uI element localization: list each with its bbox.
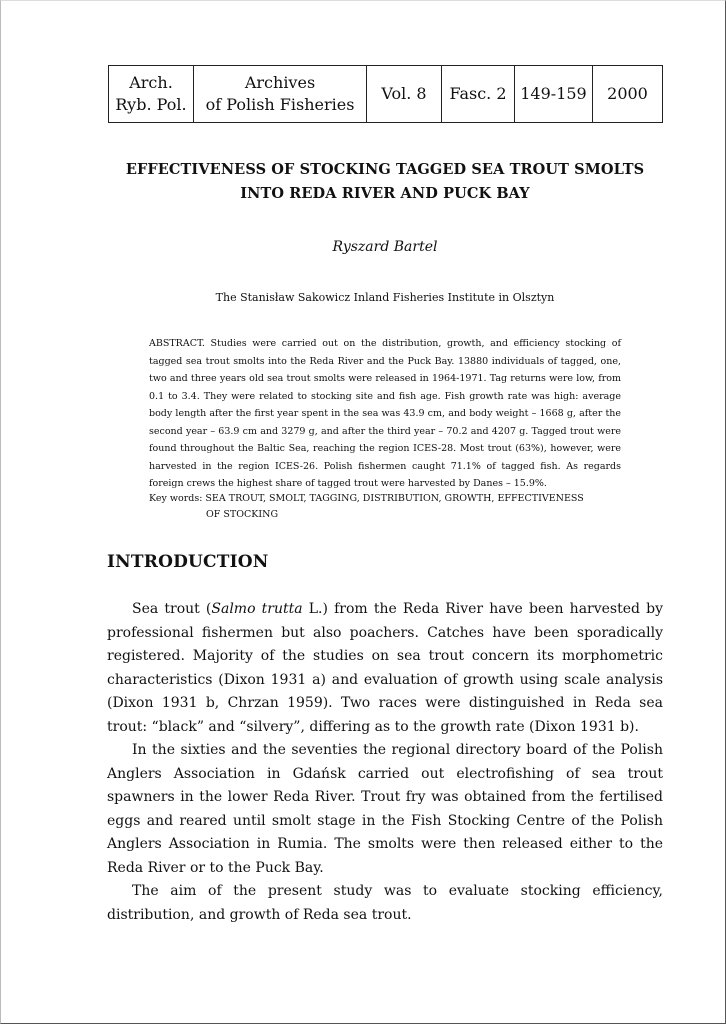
pages-cell: 149-159 bbox=[515, 66, 593, 123]
journal-abbreviation-line2: Ryb. Pol. bbox=[115, 95, 187, 114]
paper-title-line2: INTO REDA RIVER AND PUCK BAY bbox=[240, 185, 530, 202]
journal-abbreviation-line1: Arch. bbox=[129, 73, 173, 92]
keywords-line2: OF STOCKING bbox=[206, 508, 279, 520]
journal-name-line1: Archives bbox=[244, 73, 316, 92]
introduction-body bbox=[107, 598, 663, 927]
author-affiliation: The Stanisław Sakowicz Inland Fisheries Institute in Olsztyn bbox=[215, 291, 555, 304]
keywords bbox=[149, 491, 621, 522]
journal-header-table bbox=[108, 65, 663, 123]
paper-title-line1: EFFECTIVENESS OF STOCKING TAGGED SEA TROUT SMOLTS bbox=[125, 161, 645, 178]
introduction-paragraph-2: In the sixties and the seventies the regional directory board of the Polish Anglers Association in Gdańsk carried out electrofishing of sea trout spawners in the lower Reda River. Trout fry was obtained from the fertilised eggs and reared until smolt stage in the Fish Stocking Centre of the Polish Anglers Association in Rumia. The smolts were then released either to the Reda River or to the Puck Bay. bbox=[107, 742, 663, 876]
volume-cell: Vol. 8 bbox=[367, 66, 442, 123]
abstract-paragraph: ABSTRACT. Studies were carried out on the distribution, growth, and efficiency stocking of tagged sea trout smolts into the Reda River and the Puck Bay. 13880 individuals of tagged, one, two and three years old sea trout smolts were released in 1964-1971. Tag returns were low, from 0.1 to 3.4. They were related to stocking site and fish age. Fish growth rate was high: average body length after the first year spent in the sea was 43.9 cm, and body weight – 1668 g, after the second year – 63.9 cm and 3279 g, and after the third year – 70.2 and 4207 g. Tagged trout were found throughout the Baltic Sea, reaching the region ICES-28. Most trout (63%), however, were harvested in the region ICES-26. Polish fishermen caught 71.1% of tagged fish. As regards foreign crews the highest share of tagged trout were harvested by Danes – 15.9%. bbox=[149, 338, 621, 489]
introduction-paragraph-3: The aim of the present study was to evaluate stocking efficiency, distribution, and growth of Reda sea trout. bbox=[107, 883, 663, 923]
paper-title bbox=[101, 158, 669, 206]
fascicle-cell: Fasc. 2 bbox=[442, 66, 515, 123]
paragraph-1-text-start: Sea trout ( bbox=[132, 601, 212, 617]
journal-name-line2: of Polish Fisheries bbox=[205, 95, 355, 114]
author-name: Ryszard Bartel bbox=[332, 239, 438, 255]
journal-abbreviation-cell bbox=[109, 66, 194, 123]
paragraph-1-text-rest: L.) from the Reda River have been harvested by professional fishermen but also poachers. Catches have been sporadically registered. Majority of the studies on sea trout concern its morphometric characteristics (Dixon 1931 a) and evaluation of growth using scale analysis (Dixon 1931 b, Chrzan 1959). Two races were distinguished in Reda sea trout: “black” and “silvery”, differing as to the growth rate (Dixon 1931 b). bbox=[107, 601, 664, 735]
keywords-line1: Key words: SEA TROUT, SMOLT, TAGGING, DISTRIBUTION, GROWTH, EFFECTIVENESS bbox=[149, 493, 584, 504]
section-heading-introduction: INTRODUCTION bbox=[107, 552, 269, 572]
introduction-paragraph-1 bbox=[107, 598, 663, 739]
species-name-italic: Salmo trutta bbox=[211, 601, 303, 617]
journal-name-cell bbox=[194, 66, 367, 123]
year-cell: 2000 bbox=[593, 66, 663, 123]
